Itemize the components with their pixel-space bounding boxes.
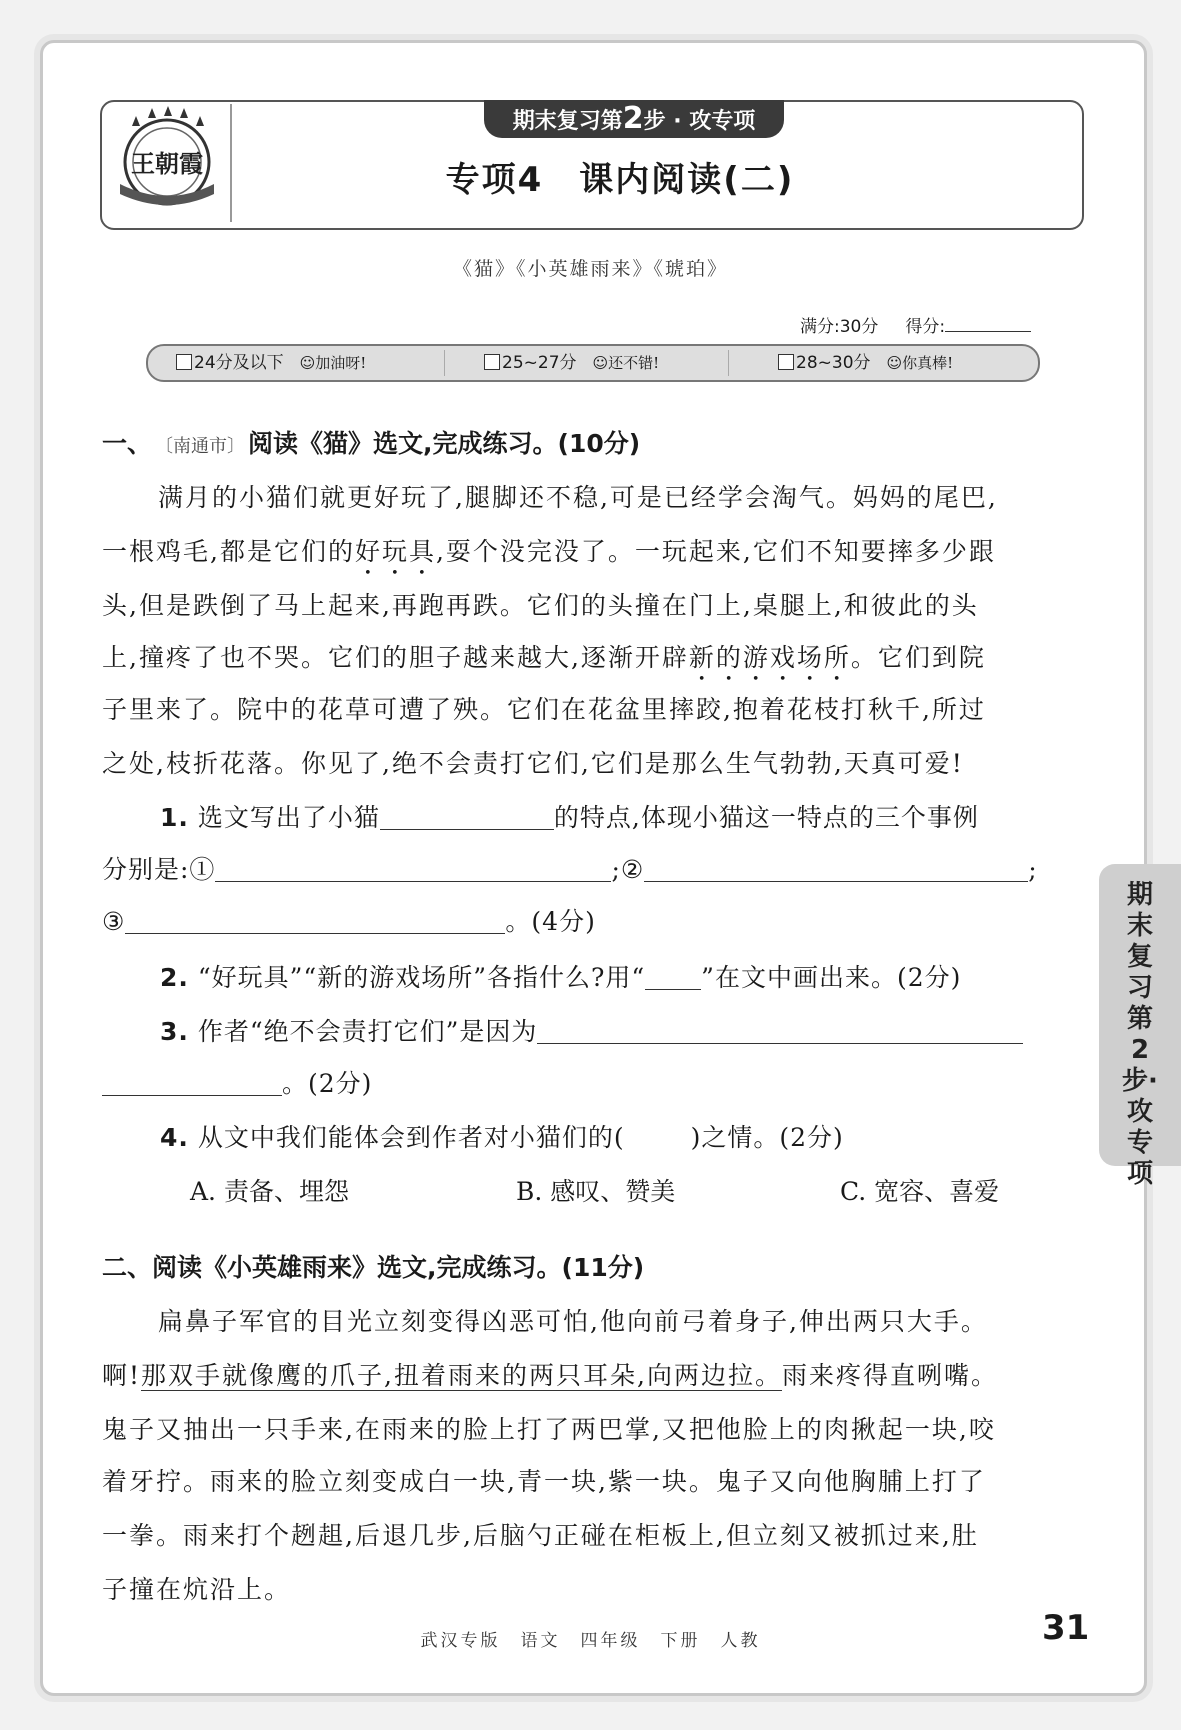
- text-run: ,耍个没完没了。一玩起来,它们不知要摔多少跟: [435, 537, 996, 566]
- question-4: [160, 1118, 844, 1154]
- answer-blank[interactable]: [215, 855, 611, 882]
- grade-comment: 加油呀!: [315, 354, 367, 372]
- smiley-icon: ☺: [592, 354, 609, 372]
- option-b[interactable]: B. 感叹、赞美: [516, 1177, 676, 1206]
- question-text: ;②: [611, 855, 645, 884]
- question-text: 从文中我们能体会到作者对小猫们的(: [197, 1123, 625, 1152]
- question-number: 3.: [160, 1017, 189, 1046]
- grade-comment: 你真棒!: [902, 354, 954, 372]
- score-label: 得分:: [905, 317, 946, 337]
- question-3: [160, 1012, 1023, 1048]
- passage2-line: 子撞在炕沿上。: [102, 1575, 292, 1604]
- question-text: ③: [102, 907, 126, 936]
- passage2-line: 着牙拧。雨来的脸立刻变成白一块,青一块,紫一块。鬼子又向他胸脯上打了: [102, 1467, 986, 1496]
- footer-info: 武汉专版 语文 四年级 下册 人教: [420, 1631, 761, 1651]
- grade-range: 24分及以下: [194, 353, 284, 373]
- grade-checkbox[interactable]: [484, 354, 500, 370]
- question-text: “好玩具”“新的游戏场所”各指什么?用“: [197, 963, 646, 992]
- grade-range: 28~30分: [796, 353, 871, 373]
- passage1-line: [102, 638, 986, 687]
- section2-title: 阅读《小英雄雨来》选文,完成练习。(11分): [152, 1253, 645, 1282]
- text-run: 一根鸡毛,都是它们的: [102, 537, 355, 566]
- emphasized-phrase: 好玩具: [354, 537, 436, 566]
- lesson-subtitle: 《猫》《小英雄雨来》《琥珀》: [452, 258, 728, 280]
- question-number: 2.: [160, 963, 189, 992]
- answer-blank[interactable]: [644, 855, 1028, 882]
- text-run: 。它们到院: [850, 643, 986, 672]
- page-title: 专项4 课内阅读(二): [445, 160, 795, 200]
- section1-title: 阅读《猫》选文,完成练习。(10分): [248, 429, 641, 458]
- section1-number: 一、: [102, 429, 153, 458]
- section2-number: 二、: [102, 1253, 153, 1282]
- grade-item: [778, 348, 953, 378]
- grade-divider: [444, 350, 445, 376]
- side-tab-label: 期末复习第2步·攻专项: [1122, 880, 1158, 1189]
- underline-sample: [645, 963, 701, 990]
- option-a[interactable]: A. 责备、埋怨: [190, 1177, 349, 1206]
- question-3-line2: [102, 1064, 372, 1100]
- page-number: 31: [1042, 1608, 1090, 1648]
- question-text: 。(4分): [505, 907, 596, 936]
- question-1-line3: [102, 902, 596, 938]
- step-tab: [484, 100, 784, 138]
- smiley-icon: ☺: [299, 354, 316, 372]
- step-number: 2: [622, 101, 644, 136]
- answer-blank[interactable]: [380, 803, 554, 830]
- answer-blank[interactable]: [102, 1069, 282, 1096]
- passage2-line: 一拳。雨来打个趔趄,后退几步,后脑勺正碰在柜板上,但立刻又被抓过来,肚: [102, 1521, 979, 1550]
- question-1: [160, 798, 979, 834]
- side-tab: [1099, 864, 1181, 1189]
- smiley-icon: ☺: [886, 354, 903, 372]
- emphasized-phrase: 新的游戏场所: [688, 643, 851, 672]
- passage1-line: 之处,枝折花落。你见了,绝不会责打它们,它们是那么生气勃勃,天真可爱!: [102, 749, 964, 778]
- grade-range: 25~27分: [502, 353, 577, 373]
- grade-item: [176, 348, 366, 378]
- answer-blank[interactable]: [537, 1017, 1023, 1044]
- option-c[interactable]: C. 宽容、喜爱: [840, 1177, 1000, 1206]
- question-text: )之情。(2分): [690, 1123, 844, 1152]
- question-text: 。(2分): [282, 1069, 373, 1098]
- question-number: 1.: [160, 803, 189, 832]
- step-prefix: 期末复习第: [512, 109, 623, 134]
- question-2: [160, 958, 961, 994]
- question-number: 4.: [160, 1123, 189, 1152]
- text-run: 啊!: [102, 1361, 142, 1390]
- full-score: 满分:30分: [800, 317, 879, 337]
- question-text: 的特点,体现小猫这一特点的三个事例: [553, 803, 979, 832]
- question-text: ”在文中画出来。(2分): [701, 963, 962, 992]
- score-blank[interactable]: [945, 331, 1031, 332]
- passage1-line: 子里来了。院中的花草可遭了殃。它们在花盆里摔跤,抱着花枝打秋千,所过: [102, 695, 986, 724]
- grade-checkbox[interactable]: [176, 354, 192, 370]
- passage1-line: 满月的小猫们就更好玩了,腿脚还不稳,可是已经学会淘气。妈妈的尾巴,: [158, 483, 998, 512]
- question-text: 分别是:①: [102, 855, 216, 884]
- grade-checkbox[interactable]: [778, 354, 794, 370]
- svg-text:王朝霞: 王朝霞: [131, 149, 203, 178]
- grade-comment: 还不错!: [608, 354, 660, 372]
- question-text: ;: [1028, 855, 1038, 884]
- text-run: 上,撞疼了也不哭。它们的胆子越来越大,逐渐开辟: [102, 643, 689, 672]
- score-line: [800, 312, 1031, 337]
- underlined-sentence: 那双手就像鹰的爪子,扭着雨来的两只耳朵,向两边拉。: [141, 1361, 782, 1390]
- step-suffix: 步 · 攻专项: [643, 109, 756, 134]
- grade-bar: [146, 344, 1040, 382]
- answer-blank[interactable]: [125, 907, 505, 934]
- source-tag: 〔南通市〕: [155, 436, 246, 457]
- passage2-line: 扁鼻子军官的目光立刻变得凶恶可怕,他向前弓着身子,伸出两只大手。: [158, 1307, 988, 1336]
- question-text: 选文写出了小猫: [197, 803, 380, 832]
- section2-heading: [102, 1248, 644, 1284]
- passage2-line: 鬼子又抽出一只手来,在雨来的脸上打了两巴掌,又把他脸上的肉揪起一块,咬: [102, 1415, 996, 1444]
- passage1-line: [102, 532, 996, 581]
- passage2-line: [102, 1356, 998, 1392]
- passage1-line: 头,但是跌倒了马上起来,再跑再跌。它们的头撞在门上,桌腿上,和彼此的头: [102, 591, 979, 620]
- section1-heading: [102, 424, 640, 460]
- text-run: 雨来疼得直咧嘴。: [781, 1361, 998, 1390]
- brand-logo: [112, 104, 222, 212]
- grade-divider: [728, 350, 729, 376]
- question-text: 作者“绝不会责打它们”是因为: [197, 1017, 538, 1046]
- logo-divider: [230, 104, 232, 222]
- grade-item: [484, 348, 659, 378]
- question-1-line2: [102, 850, 1038, 886]
